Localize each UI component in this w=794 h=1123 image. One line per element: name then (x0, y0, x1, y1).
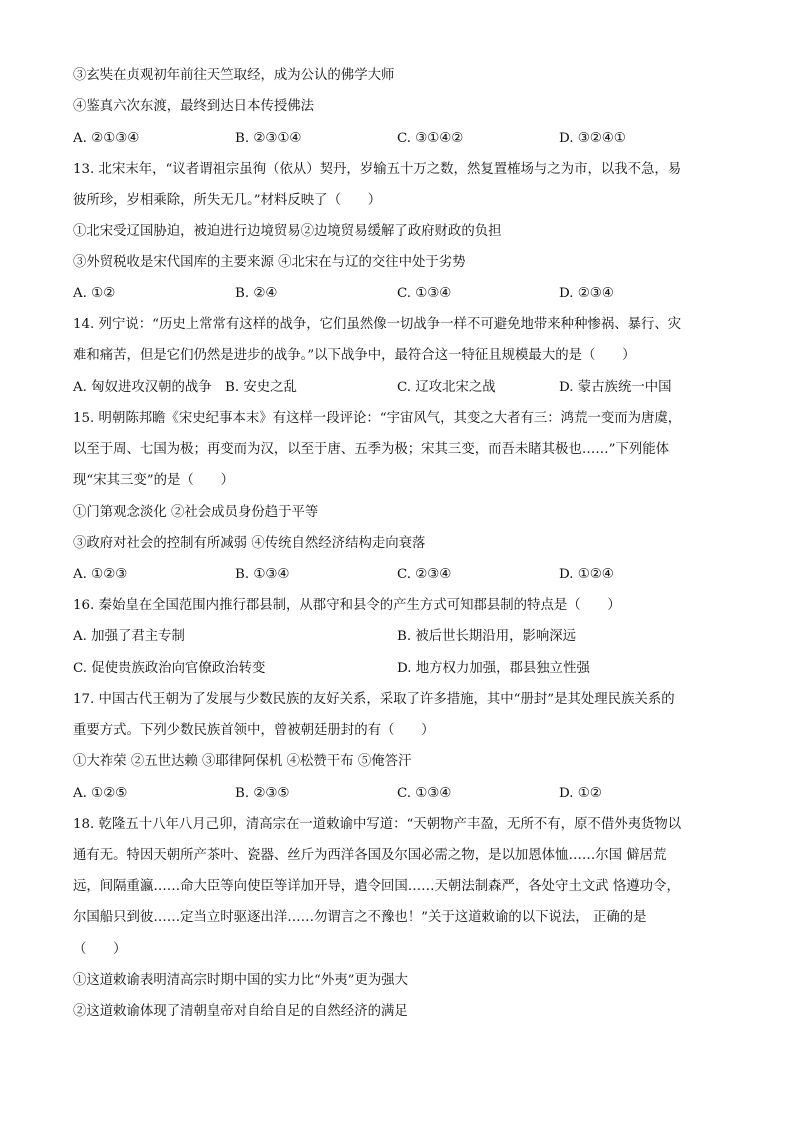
q15-items-line-2: ③政府对社会的控制有所减弱 ④传统自然经济结构走向衰落 (73, 536, 426, 551)
q12-item-4: ④鉴真六次东渡，最终到达日本传授佛法 (73, 99, 315, 114)
q18-stem-line-5: （ ） (73, 942, 127, 957)
q13-option-c: C. ①③④ (397, 286, 452, 301)
q12-option-a: A. ②①③④ (73, 131, 140, 146)
q15-option-d: D. ①②④ (559, 567, 614, 582)
q16-option-b: B. 被后世长期沿用，影响深远 (397, 629, 577, 644)
q13-stem-line-1: 13. 北宋末年，“议者谓祖宗虽徇（依从）契丹，岁输五十万之数，然复置榷场与之为市，以我不急，易 (73, 162, 682, 177)
q17-option-c: C. ①③④ (397, 786, 452, 801)
q16-option-a: A. 加强了君主专制 (73, 629, 185, 644)
q15-option-c: C. ②③④ (397, 567, 452, 582)
q13-option-d: D. ②③④ (559, 286, 614, 301)
q15-option-b: B. ①③④ (235, 567, 290, 582)
q14-option-a: A. 匈奴进攻汉朝的战争 (73, 380, 212, 395)
q13-option-b: B. ②④ (235, 286, 278, 301)
q18-item-2: ②这道敕谕体现了清朝皇帝对自给自足的自然经济的满足 (73, 1004, 408, 1019)
q13-option-a: A. ①② (73, 286, 116, 301)
q13-stem-line-2: 彼所珍，岁相乘除，所失无几。”材料反映了（ ） (73, 193, 382, 208)
q12-item-3: ③玄奘在贞观初年前往天竺取经，成为公认的佛学大师 (73, 68, 395, 83)
q12-option-d: D. ③②④① (559, 131, 626, 146)
q18-stem-line-2: 通有无。特因天朝所产茶叶、瓷器、丝斤为西洋各国及尔国必需之物，是以加恩体恤……尔国 僻居荒 (73, 848, 667, 863)
q16-stem: 16. 秦始皇在全国范围内推行郡县制，从郡守和县令的产生方式可知郡县制的特点是（ ） (73, 598, 621, 613)
q13-items-line-1: ①北宋受辽国胁迫，被迫进行边境贸易②边境贸易缓解了政府财政的负担 (73, 224, 502, 239)
q18-stem-line-3: 远，间隔重瀛……命大臣等向使臣等详加开导，遣令回国……天朝法制森严，各处守土文武 恪遵功令， (73, 879, 680, 894)
q14-stem-line-1: 14. 列宁说：“历史上常常有这样的战争，它们虽然像一切战争一样不可避免地带来种种惨祸、暴行、灾 (73, 317, 682, 332)
q14-option-d: D. 蒙古族统一中国 (559, 380, 672, 395)
q17-option-d: D. ①② (559, 786, 602, 801)
q14-option-b: B. 安史之乱 (225, 380, 297, 395)
q18-stem-line-1: 18. 乾隆五十八年八月己卯，清高宗在一道敕谕中写道：“天朝物产丰盈，无所不有，原不借外夷货物以 (73, 817, 682, 832)
q18-item-1: ①这道敕谕表明清高宗时期中国的实力比“外夷”更为强大 (73, 973, 409, 988)
q15-stem-line-2: 以至于周、七国为极；再变而为汉，以至于唐、五季为极；宋其三变，而吾未睹其极也……”下列能体 (73, 442, 670, 457)
q17-stem-line-2: 重要方式。下列少数民族首领中，曾被朝廷册封的有（ ） (73, 723, 435, 738)
q13-items-line-2: ③外贸税收是宋代国库的主要来源 ④北宋在与辽的交往中处于劣势 (73, 255, 466, 270)
q17-stem-line-1: 17. 中国古代王朝为了发展与少数民族的友好关系，采取了许多措施，其中“册封”是其处理民族关系的 (73, 692, 675, 707)
q12-option-b: B. ②③①④ (235, 131, 302, 146)
q16-option-c: C. 促使贵族政治向官僚政治转变 (73, 661, 266, 676)
q17-option-a: A. ①②⑤ (73, 786, 128, 801)
q15-stem-line-1: 15. 明朝陈邦瞻《宋史纪事本末》有这样一段评论：“宇宙风气，其变之大者有三：鸿荒一变而为唐虞， (73, 411, 682, 426)
q14-stem-line-2: 难和痛苦，但是它们仍然是进步的战争。”以下战争中，最符合这一特征且规模最大的是（ ） (73, 348, 636, 363)
q18-stem-line-4: 尔国船只到彼……定当立时驱逐出洋……勿谓言之不豫也！”关于这道敕谕的以下说法， 正确的是 (73, 910, 647, 925)
q17-items: ①大祚荣 ②五世达赖 ③耶律阿保机 ④松赞干布 ⑤俺答汗 (73, 754, 412, 769)
q15-option-a: A. ①②③ (73, 567, 128, 582)
q16-option-d: D. 地方权力加强，郡县独立性强 (397, 661, 590, 676)
q12-option-c: C. ③①④② (397, 131, 464, 146)
q15-stem-line-3: 现“宋其三变”的是（ ） (73, 473, 234, 488)
q14-option-c: C. 辽攻北宋之战 (397, 380, 496, 395)
q17-option-b: B. ②③⑤ (235, 786, 290, 801)
q15-items-line-1: ①门第观念淡化 ②社会成员身份趋于平等 (73, 505, 319, 520)
